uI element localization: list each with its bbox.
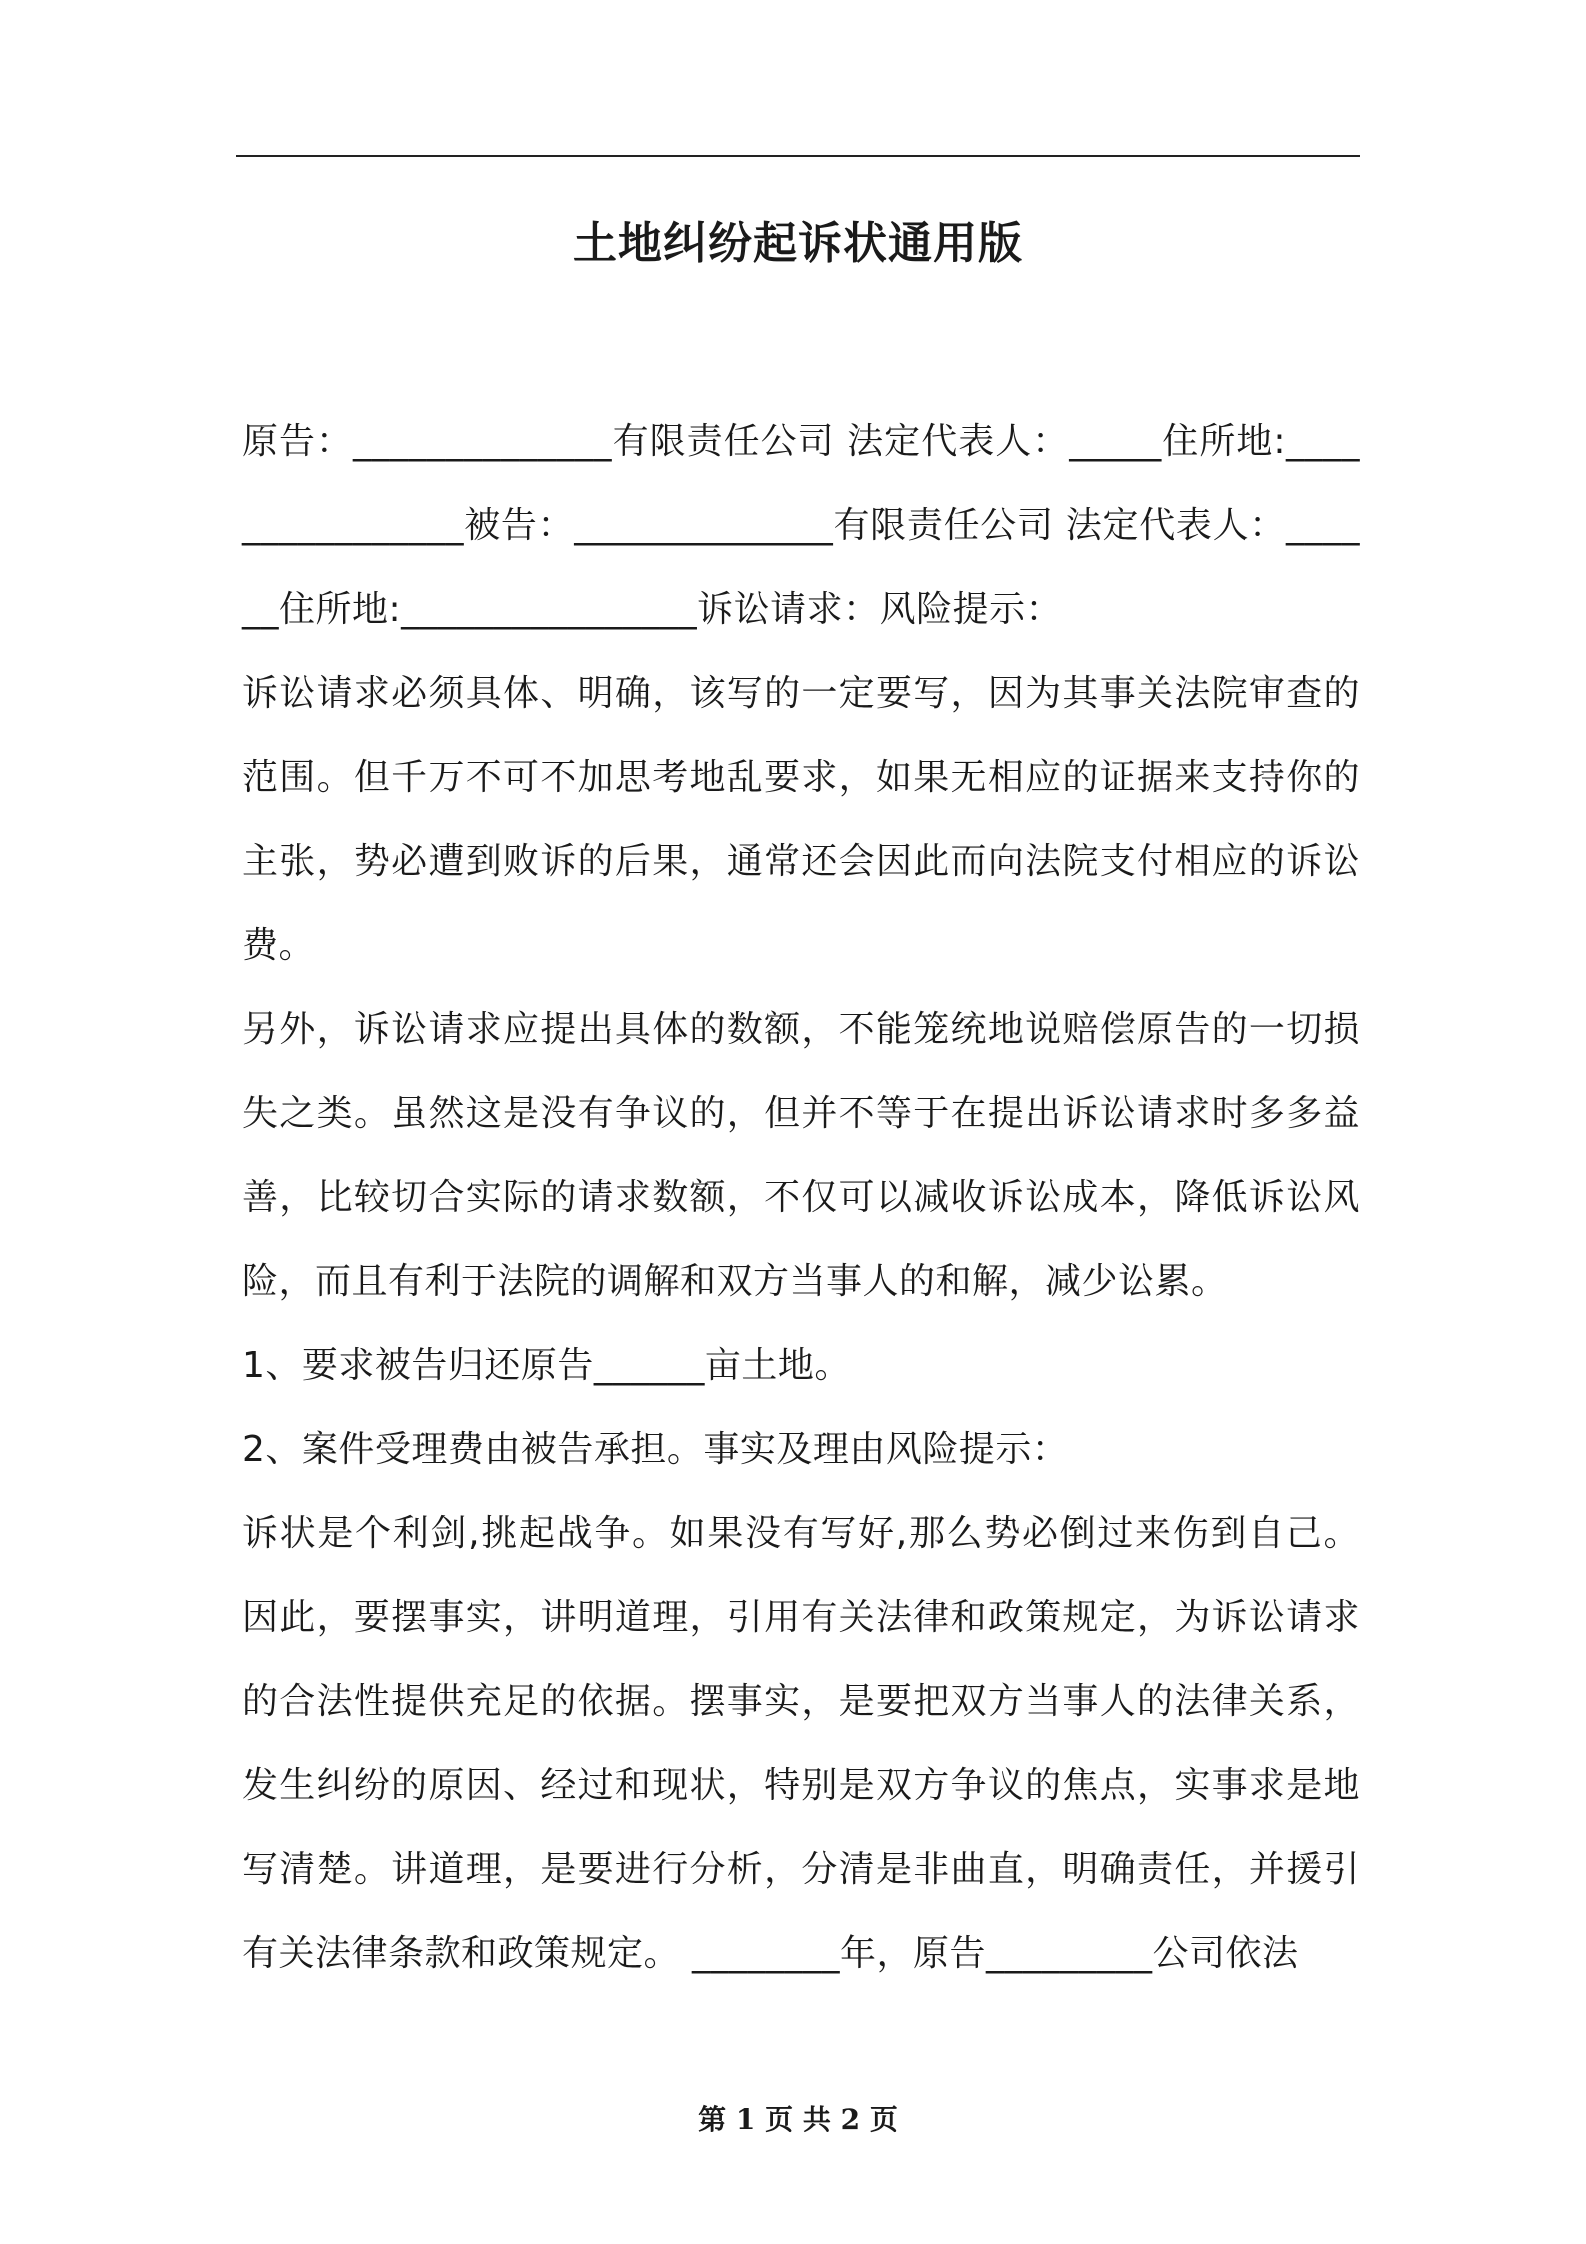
paragraph-claim-item-2: 2、案件受理费由被告承担。事实及理由风险提示：	[242, 1429, 1069, 1470]
paragraph-claim-item-1: 1、要求被告归还原告______亩土地。	[242, 1345, 851, 1386]
paragraph-claim-risk-1: 诉讼请求必须具体、明确，该写的一定要写，因为其事关法院审查的范围。但千万不可不加思考地乱要求，如果无相应的证据来支持你的主张，势必遭到败诉的后果，通常还会因此而向法院支付相应的诉讼费。	[242, 673, 1360, 966]
document-title: 土地纠纷起诉状通用版	[573, 218, 1023, 269]
page-indicator: 第 1 页 共 2 页	[698, 2103, 898, 2136]
paragraph-facts-reasons: 诉状是个利剑,挑起战争。如果没有写好,那么势必倒过来伤到自己。因此，要摆事实，讲明道理，引用有关法律和政策规定，为诉讼请求的合法性提供充足的依据。摆事实，是要把双方当事人的法律关系，发生纠纷的原因、经过和现状，特别是双方争议的焦点，实事求是地写清楚。讲道理，是要进行分析，分清是非曲直，明确责任，并援引有关法律条款和政策规定。 ________年，原告_________公司依法	[242, 1513, 1360, 1974]
paragraph-parties: 原告：______________有限责任公司 法定代表人：_____住所地:________________被告：______________有限责任公司 法定代表人：______住所地:________________诉讼请求：风险提示：	[242, 421, 1360, 630]
document-body	[242, 400, 1360, 1996]
header-rule	[236, 155, 1360, 157]
paragraph-claim-risk-2: 另外，诉讼请求应提出具体的数额，不能笼统地说赔偿原告的一切损失之类。虽然这是没有争议的，但并不等于在提出诉讼请求时多多益善，比较切合实际的请求数额，不仅可以减收诉讼成本，降低诉讼风险，而且有利于法院的调解和双方当事人的和解，减少讼累。	[242, 1009, 1360, 1302]
